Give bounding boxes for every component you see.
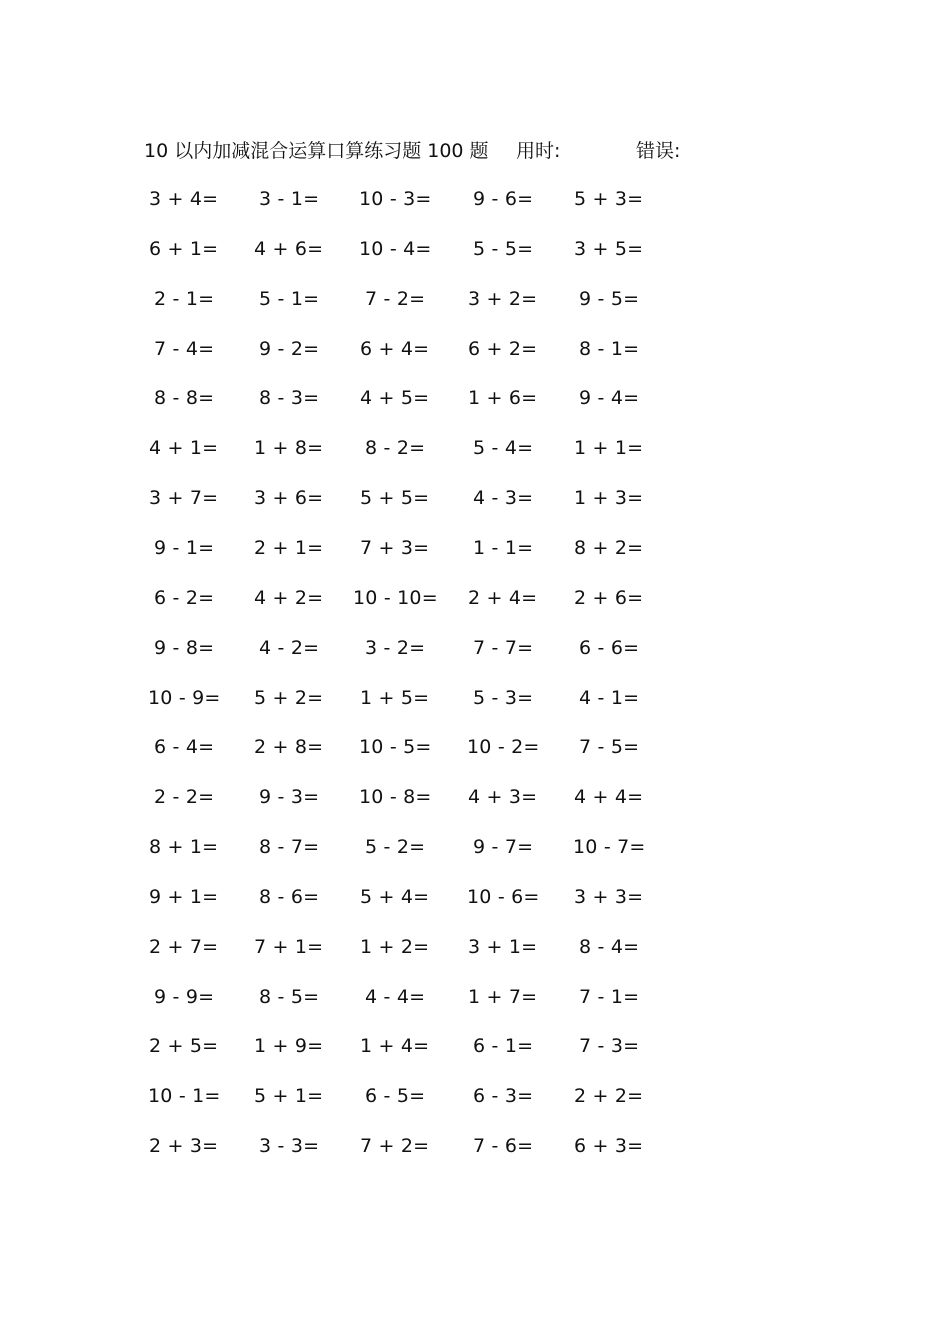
math-problem: 3 + 5= — [574, 238, 644, 260]
math-problem: 2 + 4= — [468, 587, 538, 609]
math-problem: 4 - 2= — [259, 637, 320, 659]
math-problem: 10 - 6= — [467, 886, 540, 908]
math-problem: 9 - 1= — [154, 537, 215, 559]
math-problem: 7 - 7= — [473, 637, 534, 659]
math-problem: 5 + 4= — [360, 886, 430, 908]
math-problem: 1 + 4= — [360, 1035, 430, 1057]
math-problem: 6 + 4= — [360, 338, 430, 360]
math-problem: 10 - 8= — [359, 786, 432, 808]
math-problem: 1 + 7= — [468, 986, 538, 1008]
math-problem: 9 + 1= — [149, 886, 219, 908]
math-problem: 4 - 1= — [579, 687, 640, 709]
math-problem: 8 + 1= — [149, 836, 219, 858]
math-problem: 1 + 5= — [360, 687, 430, 709]
math-problem: 6 - 5= — [365, 1085, 426, 1107]
math-problem: 9 - 8= — [154, 637, 215, 659]
math-problem: 8 - 7= — [259, 836, 320, 858]
math-problem: 3 + 6= — [254, 487, 324, 509]
math-problem: 6 - 3= — [473, 1085, 534, 1107]
math-problem: 1 + 2= — [360, 936, 430, 958]
math-problem: 4 + 3= — [468, 786, 538, 808]
error-label: 错误: — [636, 140, 681, 162]
math-problem: 8 - 2= — [365, 437, 426, 459]
math-problem: 3 - 2= — [365, 637, 426, 659]
math-problem: 6 - 1= — [473, 1035, 534, 1057]
math-problem: 6 - 2= — [154, 587, 215, 609]
math-problem: 5 - 2= — [365, 836, 426, 858]
math-problem: 3 + 4= — [149, 188, 219, 210]
math-problem: 7 - 2= — [365, 288, 426, 310]
math-problem: 2 + 8= — [254, 736, 324, 758]
math-problem: 9 - 6= — [473, 188, 534, 210]
math-problem: 5 - 3= — [473, 687, 534, 709]
math-problem: 8 + 2= — [574, 537, 644, 559]
math-problem: 7 - 3= — [579, 1035, 640, 1057]
math-problem: 3 - 3= — [259, 1135, 320, 1157]
math-problem: 5 + 5= — [360, 487, 430, 509]
math-problem: 3 + 1= — [468, 936, 538, 958]
math-problem: 10 - 5= — [359, 736, 432, 758]
math-problem: 4 - 4= — [365, 986, 426, 1008]
math-problem: 1 + 3= — [574, 487, 644, 509]
math-problem: 9 - 3= — [259, 786, 320, 808]
math-problem: 5 + 1= — [254, 1085, 324, 1107]
math-problem: 6 + 3= — [574, 1135, 644, 1157]
math-problem: 8 - 4= — [579, 936, 640, 958]
math-problem: 2 + 6= — [574, 587, 644, 609]
math-problem: 8 - 6= — [259, 886, 320, 908]
math-problem: 2 + 2= — [574, 1085, 644, 1107]
math-problem: 9 - 4= — [579, 387, 640, 409]
math-problem: 4 + 2= — [254, 587, 324, 609]
math-problem: 10 - 4= — [359, 238, 432, 260]
math-problem: 8 - 3= — [259, 387, 320, 409]
math-problem: 6 - 6= — [579, 637, 640, 659]
math-problem: 10 - 2= — [467, 736, 540, 758]
math-problem: 6 + 1= — [149, 238, 219, 260]
math-problem: 8 - 8= — [154, 387, 215, 409]
math-problem: 2 + 7= — [149, 936, 219, 958]
math-problem: 1 + 6= — [468, 387, 538, 409]
math-problem: 5 + 3= — [574, 188, 644, 210]
math-problem: 7 - 4= — [154, 338, 215, 360]
math-problem: 1 + 1= — [574, 437, 644, 459]
math-problem: 7 + 3= — [360, 537, 430, 559]
math-problem: 7 - 5= — [579, 736, 640, 758]
math-problem: 3 + 3= — [574, 886, 644, 908]
math-problem: 9 - 2= — [259, 338, 320, 360]
math-problem: 8 - 5= — [259, 986, 320, 1008]
math-problem: 10 - 9= — [148, 687, 221, 709]
math-problem: 2 - 1= — [154, 288, 215, 310]
math-problem: 1 + 8= — [254, 437, 324, 459]
math-problem: 9 - 9= — [154, 986, 215, 1008]
math-problem: 2 + 3= — [149, 1135, 219, 1157]
math-problem: 6 + 2= — [468, 338, 538, 360]
math-problem: 4 + 6= — [254, 238, 324, 260]
math-problem: 9 - 7= — [473, 836, 534, 858]
math-problem: 2 + 5= — [149, 1035, 219, 1057]
math-problem: 5 + 2= — [254, 687, 324, 709]
math-problem: 4 + 5= — [360, 387, 430, 409]
math-problem: 1 + 9= — [254, 1035, 324, 1057]
math-problem: 7 - 6= — [473, 1135, 534, 1157]
math-problem: 7 + 2= — [360, 1135, 430, 1157]
math-problem: 5 - 4= — [473, 437, 534, 459]
math-problem: 4 + 1= — [149, 437, 219, 459]
worksheet-title: 10 以内加减混合运算口算练习题 100 题 — [144, 140, 489, 162]
math-problem: 7 - 1= — [579, 986, 640, 1008]
math-problem: 1 - 1= — [473, 537, 534, 559]
math-problem: 7 + 1= — [254, 936, 324, 958]
math-problem: 4 + 4= — [574, 786, 644, 808]
time-label: 用时: — [516, 140, 561, 162]
math-problem: 10 - 7= — [573, 836, 646, 858]
math-problem: 9 - 5= — [579, 288, 640, 310]
math-problem: 5 - 1= — [259, 288, 320, 310]
math-problem: 2 + 1= — [254, 537, 324, 559]
math-problem: 10 - 10= — [353, 587, 438, 609]
math-problem: 2 - 2= — [154, 786, 215, 808]
math-problem: 8 - 1= — [579, 338, 640, 360]
math-problem: 10 - 3= — [359, 188, 432, 210]
math-problem: 3 + 7= — [149, 487, 219, 509]
math-problem: 5 - 5= — [473, 238, 534, 260]
math-problem: 4 - 3= — [473, 487, 534, 509]
math-problem: 3 + 2= — [468, 288, 538, 310]
math-problem: 3 - 1= — [259, 188, 320, 210]
math-problem: 6 - 4= — [154, 736, 215, 758]
math-problem: 10 - 1= — [148, 1085, 221, 1107]
